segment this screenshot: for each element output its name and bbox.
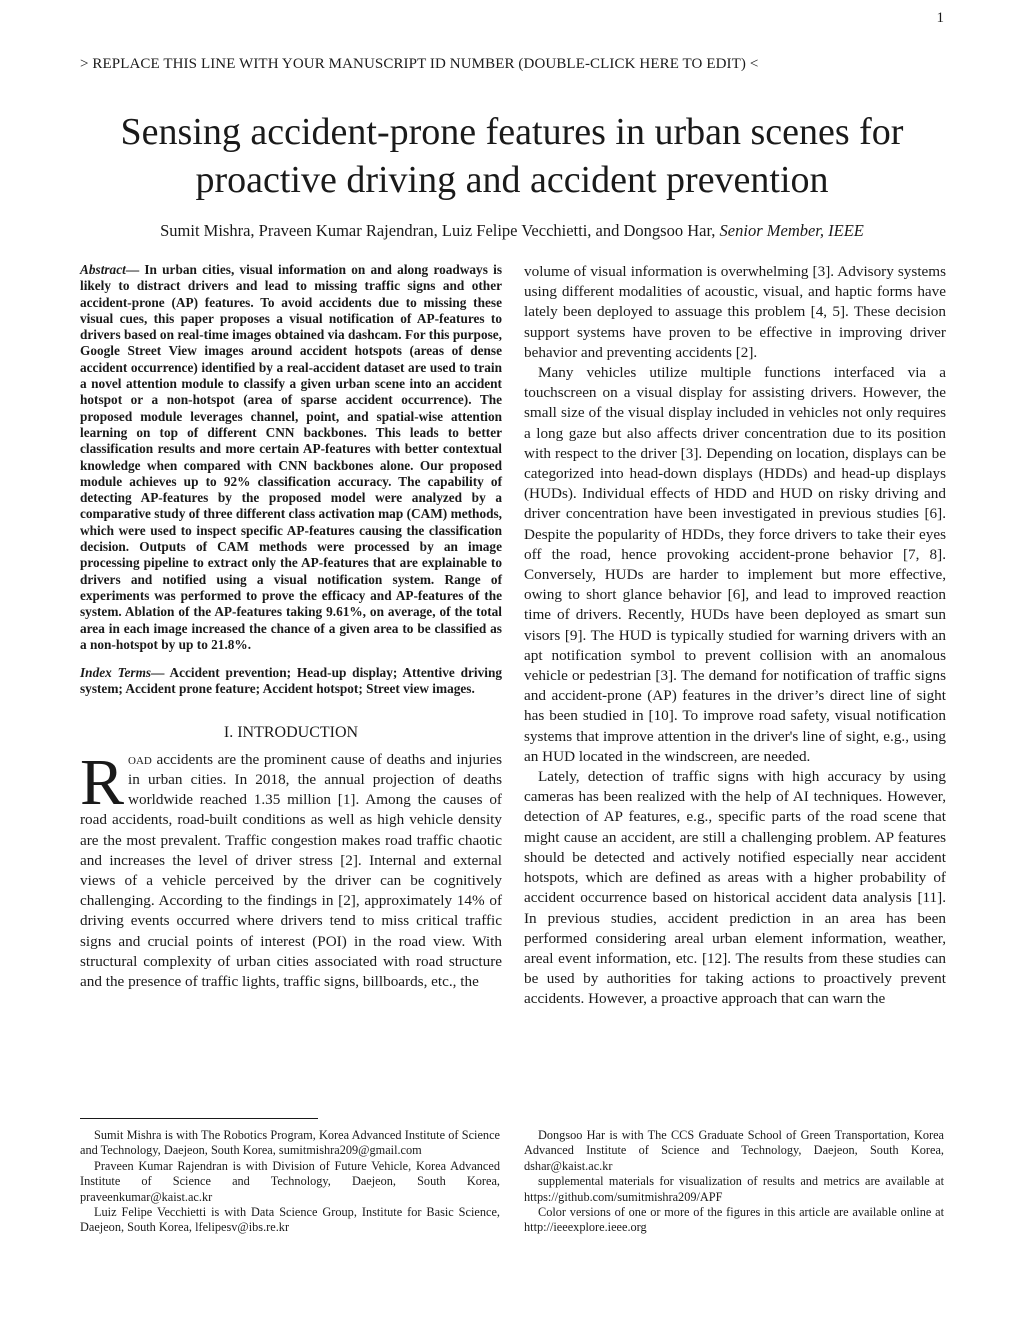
right-column	[524, 262, 946, 1010]
title-line-1: Sensing accident-prone features in urban scenes for	[120, 111, 904, 153]
intro-paragraph-3: Many vehicles utilize multiple functions interfaced via a touchscreen on a visual display for assisting drivers. However, the small size of the visual display included in vehicles not only requires a long gaze but also affects driver concentration due to its position with respect to the driver [3]. Depending on location, displays can be categorized into head-down displays (HDDs) and head-up displays (HUDs). Individual effects of HDD and HUD on risky driving and driver concentration have been investigated in previous studies [6]. Despite the popularity of HDDs, they force drivers to take their eyes off the road, hence provoking accident-prone behavior [7, 8]. Conversely, HUDs are harder to implement but more effective, owing to short glance behavior [6], and lead to improved reaction time of drivers. Recently, HUDs have been deployed as smart sun visors [9]. The HUD is typically studied for warning drivers with an apt notification symbol to prevent collision with an anomalous vehicle or pedestrian [3]. The demand for notification of traffic signs and accident-prone (AP) features in the driver’s direct line of sight has been studied in [10]. To improve road safety, visual notification systems that improve attention in the driver's line of sight, e.g., using an HUD located in the windscreen, are needed.	[524, 364, 946, 765]
author-names: Sumit Mishra, Praveen Kumar Rajendran, Luiz Felipe Vecchietti, and Dongsoo Har,	[160, 221, 716, 240]
intro-paragraph-2: volume of visual information is overwhelming [3]. Advisory systems using different modalities of acoustic, visual, and haptic forms have lately been deployed to assuage this problem [4, 5]. These decision support systems have proven to be effective in improving driver behavior and preventing accidents [2].	[524, 263, 946, 361]
abstract-text: — In urban cities, visual information on and along roadways is likely to distract drivers and lead to missing traffic signs and other accident-prone (AP) features. To avoid accidents due to missing these visual cues, this paper proposes a visual notification of AP-features to drivers based on real-time images obtained via dashcam. For this purpose, Google Street View images around accident hotspots (areas of dense accident occurrence) identified by a real-accident dataset are used to train a novel attention module to classify a given urban scene into an accident hotspot or a non-hotspot (area of sparse accident occurrence). The proposed module leverages channel, point, and spatial-wise attention learning on top of different CNN backbones. This leads to better classification results and more certain AP-features with better contextual knowledge when compared with CNN backbones alone. Our proposed module achieves up to 92% classification accuracy. The capability of detecting AP-features by the proposed model were analyzed by a comparative study of three different class activation map (CAM) methods, which were used to inspect specific AP-features causing the classification decision. Outputs of CAM methods were processed by an image processing pipeline to extract only the AP-features that are explainable to drivers and notified using a visual notification system. Range of experiments was performed to prove the efficacy and AP-features of the system. Ablation of the AP-features taking 9.61%, on average, of the total area in each image increased the chance of a given area to be classified as a non-hotspot by up to 21.8%.	[80, 262, 502, 652]
footnote-author-1: Sumit Mishra is with The Robotics Program, Korea Advanced Institute of Science and Technology, Daejeon, South Korea, sumitmishra209@gmail.com	[80, 1128, 500, 1158]
paper-title	[60, 108, 964, 204]
author-list	[40, 221, 984, 241]
abstract	[80, 262, 502, 653]
author-role: Senior Member, IEEE	[719, 221, 864, 240]
footnote-divider	[80, 1118, 318, 1119]
footnotes-right	[524, 1128, 944, 1236]
section-heading-introduction: I. INTRODUCTION	[223, 723, 359, 741]
intro-paragraph-1	[80, 745, 502, 992]
drop-cap: R	[80, 745, 125, 819]
intro-paragraph-1-text: accidents are the prominent cause of deaths and injuries in urban cities. In 2018, the annual projection of deaths worldwide reached 1.35 million [1]. Among the causes of road accidents, road-built conditions as well as high vehicle density are the most prevalent. Traffic congestion makes road traffic chaotic and increases the level of driver stress [2]. Internal and external views of a vehicle perceived by the driver can be cognitively challenging. According to the findings in [2], approximately 14% of driving events occurred where drivers tend to miss critical traffic signs and crucial points of interest (POI) in the road view. With structural complexity of urban cities associated with road structure and the presence of traffic lights, traffic signs, billboards, etc., the	[80, 750, 502, 990]
intro-smallcaps: oad	[128, 750, 152, 768]
footnote-color-versions: Color versions of one or more of the figures in this article are available online at http://ieeexplore.ieee.org	[524, 1205, 944, 1235]
footnote-supplemental: supplemental materials for visualization of results and metrics are available at https://github.com/sumitmishra209/APF	[524, 1174, 944, 1204]
footnote-author-2: Praveen Kumar Rajendran is with Division of Future Vehicle, Korea Advanced Institute of Science and Technology, Daejeon, South Korea, praveenkumar@kaist.ac.kr	[80, 1158, 500, 1204]
index-terms-text: — Accident prevention; Head-up display; Attentive driving system; Accident prone feature; Accident hotspot; Street view images.	[80, 665, 502, 697]
abstract-label: Abstract	[80, 262, 126, 277]
manuscript-id-header[interactable]: > REPLACE THIS LINE WITH YOUR MANUSCRIPT ID NUMBER (DOUBLE-CLICK HERE TO EDIT) <	[80, 56, 759, 72]
left-column	[80, 262, 502, 992]
index-terms	[80, 665, 502, 698]
index-terms-label: Index Terms	[80, 665, 152, 681]
intro-paragraph-4: Lately, detection of traffic signs with high accuracy by using cameras has been realized with the help of AI techniques. However, detection of AP features, e.g., specific parts of the road scene that might cause an accident, are still a challenging problem. AP features should be detected and actively notified especially near accident hotspots, which are defined as areas with a higher probability of accident occurrence based on historical accident data analysis [11]. In previous studies, accident prediction in an area has been performed considering areal urban element information, weather, areal event information, etc. [12]. The results from these studies can be used by authorities for taking actions to proactively prevent accidents. However, a proactive approach that can warn the	[524, 768, 946, 1008]
page-number: 1	[936, 10, 944, 26]
footnote-author-3: Luiz Felipe Vecchietti is with Data Science Group, Institute for Basic Science, Daejeon, South Korea, lfelipesv@ibs.re.kr	[80, 1205, 500, 1235]
footnote-author-4: Dongsoo Har is with The CCS Graduate School of Green Transportation, Korea Advanced Institute of Science and Technology, Daejeon, South Korea, dshar@kaist.ac.kr	[524, 1128, 944, 1173]
title-line-2: proactive driving and accident prevention	[195, 159, 829, 201]
footnotes-left	[80, 1128, 500, 1236]
